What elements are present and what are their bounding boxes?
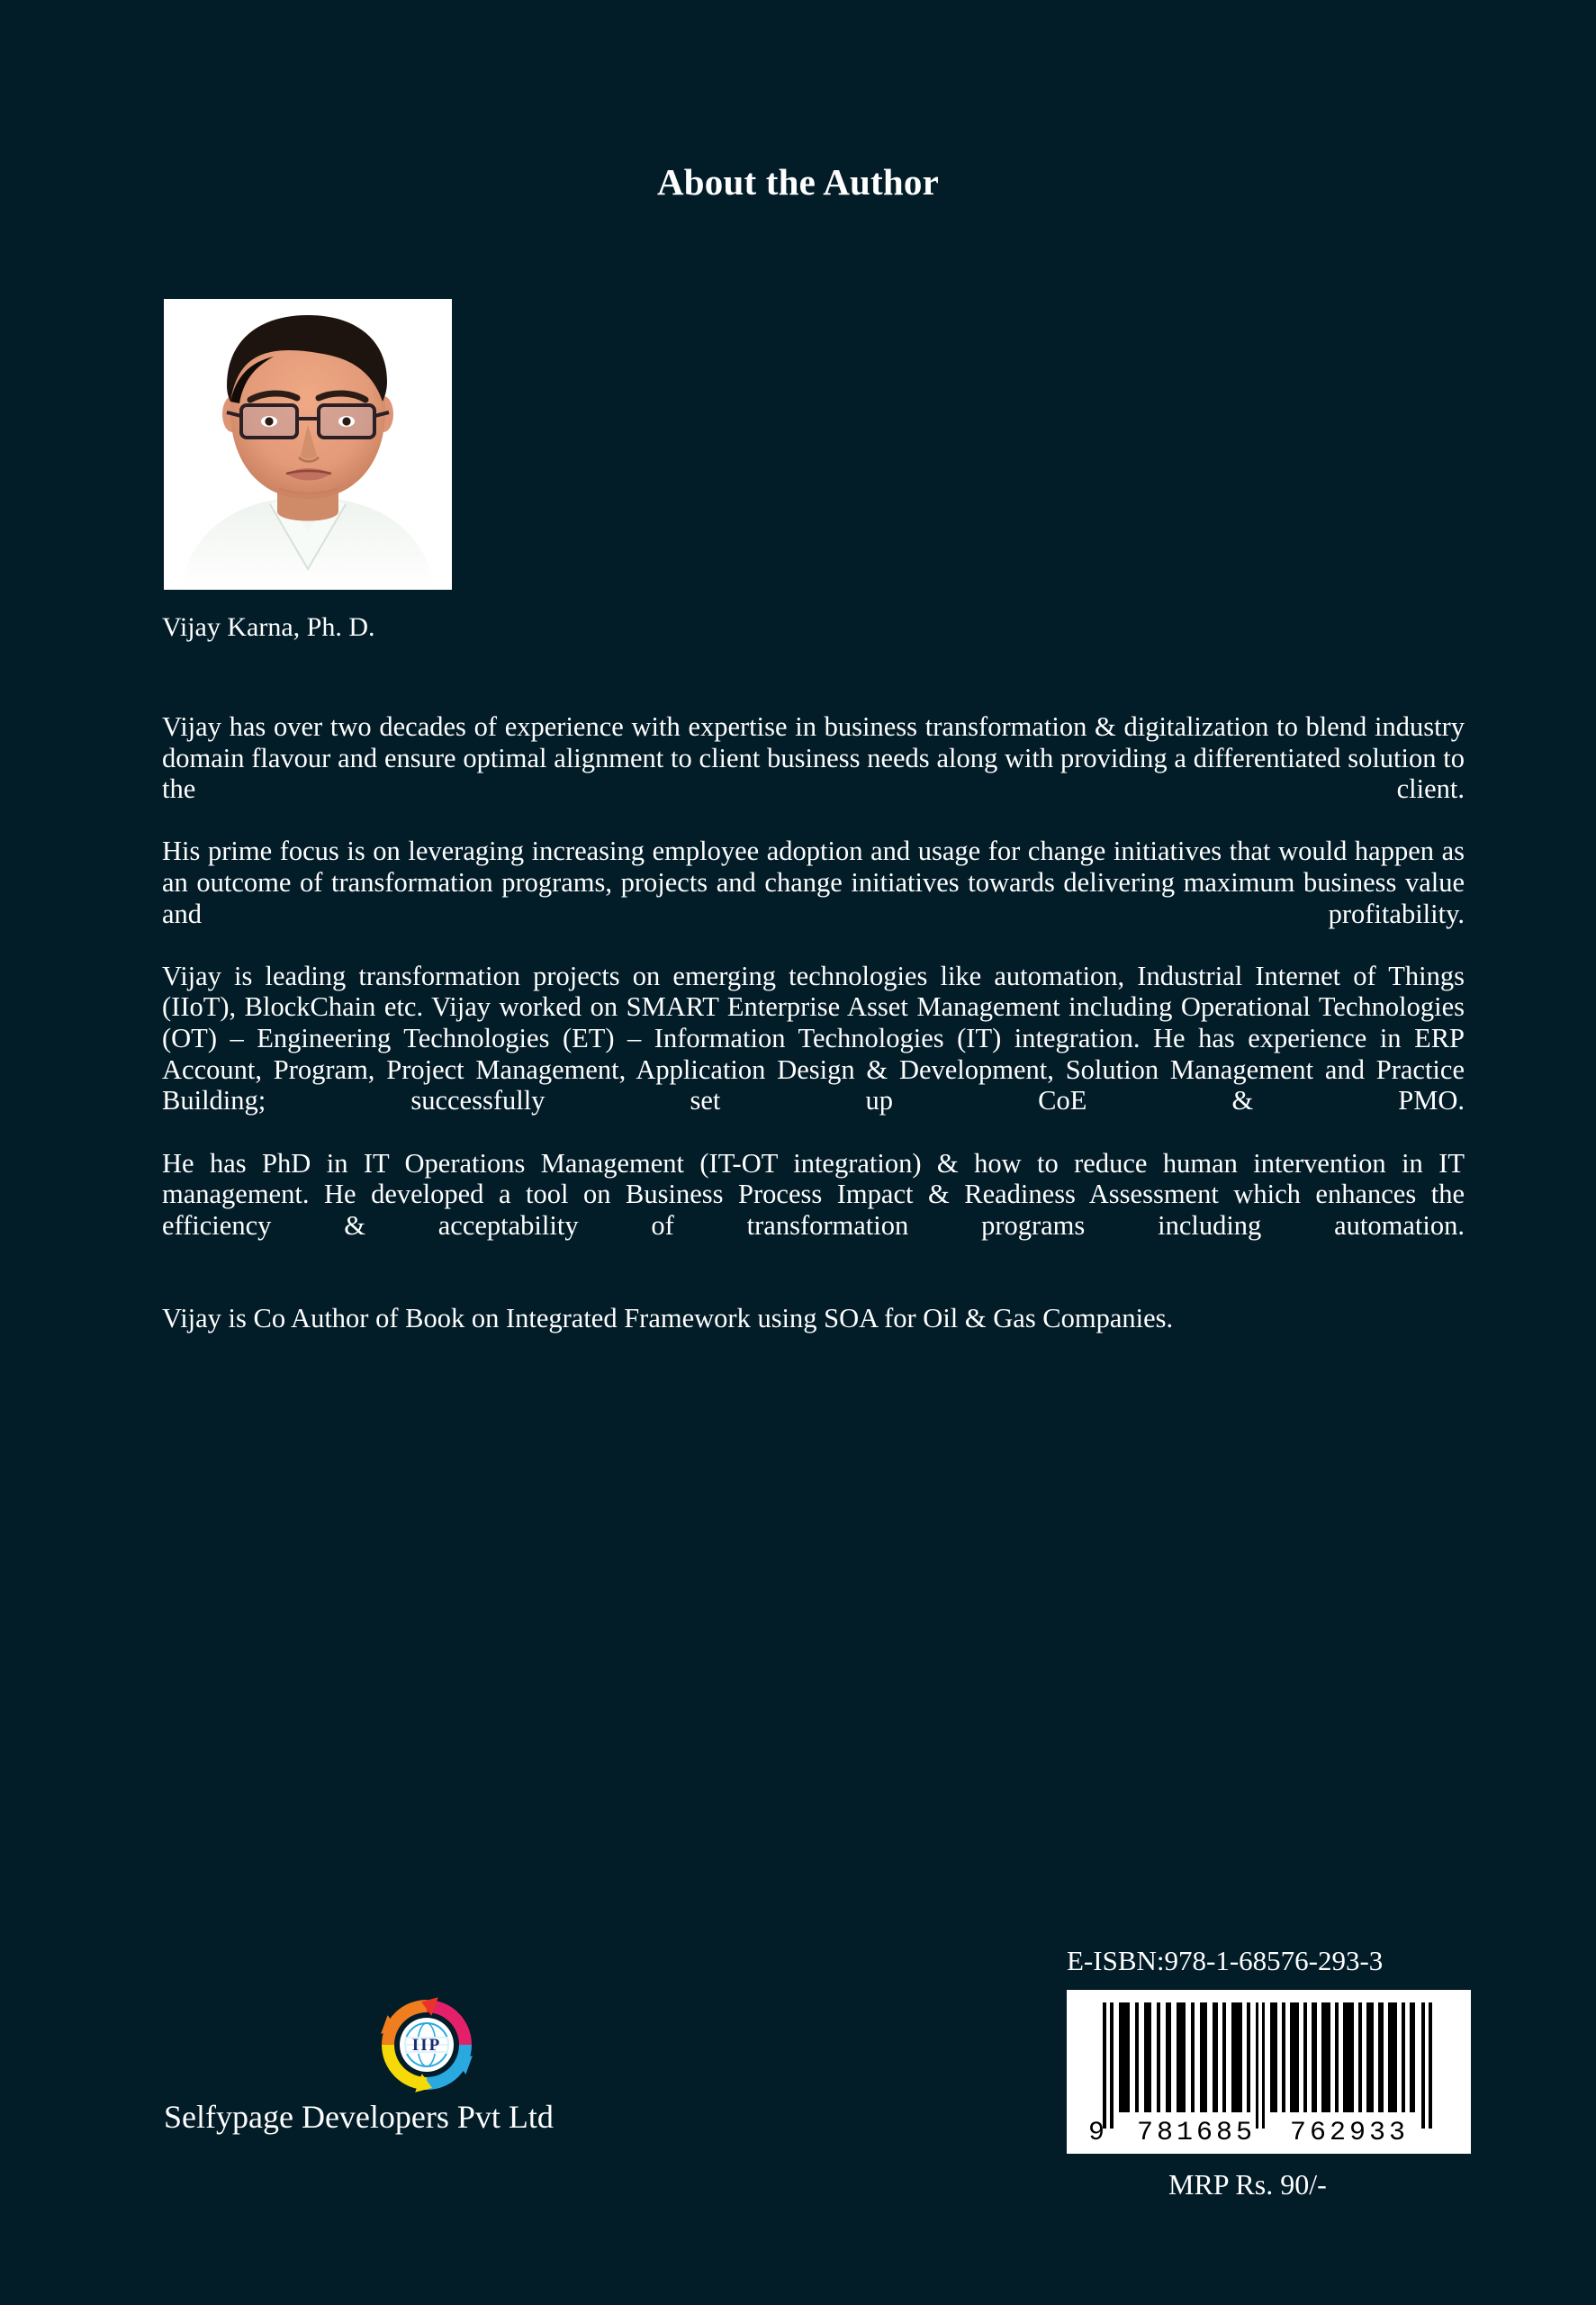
barcode-digits-mid: 781685 xyxy=(1137,2118,1257,2148)
barcode-digit-left: 9 xyxy=(1088,2118,1105,2148)
barcode-digits-right: 762933 xyxy=(1290,2118,1410,2148)
author-photo xyxy=(164,299,452,590)
iip-logo-icon xyxy=(376,1994,477,2095)
author-bio xyxy=(162,711,1465,1334)
bio-paragraph-3: Vijay is leading transformation projects on emerging technologies like automation, Industrial Internet of Things (IIoT), BlockChain etc. Vijay worked on SMART Enterprise Asset Management including Operational Technologies (OT) – Engineering Technologies (ET) – Information Technologies (IT) integration. He has experience in ERP Account, Program, Project Management, Application Design & Development, Solution Management and Practice Building; successfully set up CoE & PMO. xyxy=(162,960,1465,1116)
page-title: About the Author xyxy=(656,161,940,203)
isbn-label: E-ISBN:978-1-68576-293-3 xyxy=(1067,1945,1384,1976)
bio-paragraph-1: Vijay has over two decades of experience with expertise in business transformation & digitalization to blend industry domain flavour and ensure optimal alignment to client business needs along with providing a differentiated solution to the client. xyxy=(162,711,1465,805)
publisher-logo xyxy=(376,1994,477,2095)
bio-paragraph-5: Vijay is Co Author of Book on Integrated Framework using SOA for Oil & Gas Companies. xyxy=(162,1302,1174,1333)
author-name-caption: Vijay Karna, Ph. D. xyxy=(162,612,375,642)
svg-text:IIP: IIP xyxy=(411,2036,442,2055)
bio-paragraph-4: He has PhD in IT Operations Management (IT-OT integration) & how to reduce human intervention in IT management. He developed a tool on Business Process Impact & Readiness Assessment which enhances the efficiency & acceptability of transformation programs including automation. xyxy=(162,1147,1465,1241)
author-portrait-image xyxy=(164,299,452,590)
publisher-name: Selfypage Developers Pvt Ltd xyxy=(164,2099,554,2135)
isbn-barcode xyxy=(1067,1990,1471,2154)
bio-paragraph-2: His prime focus is on leveraging increasing employee adoption and usage for change initiatives that would happen as an outcome of transformation programs, projects and change initiatives towards delivering maximum business value and profitability. xyxy=(162,836,1465,929)
barcode-image xyxy=(1067,1990,1471,2154)
mrp-label: MRP Rs. 90/- xyxy=(1168,2168,1327,2201)
